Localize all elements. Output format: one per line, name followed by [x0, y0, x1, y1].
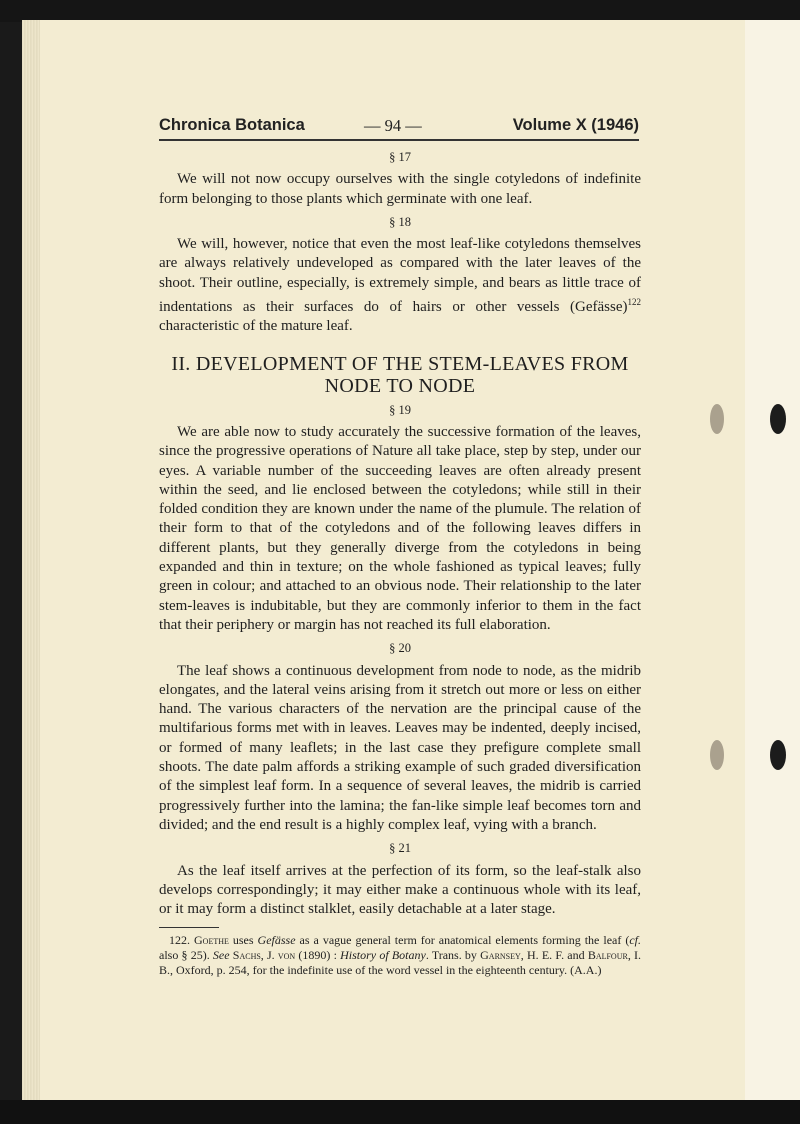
term: Gefässe — [257, 933, 296, 948]
footnote-text: also § 25). — [159, 948, 213, 963]
section-marker: § 17 — [389, 150, 411, 164]
paragraph: We will not now occupy ourselves with the single cotyledons of indefinite form belonging to those plants which germinate with one leaf. — [159, 171, 641, 207]
author-particle: von — [277, 948, 296, 963]
footnote-text: , J. — [260, 948, 278, 963]
binding-hole — [770, 404, 786, 434]
footnote-text: uses — [228, 933, 258, 948]
page-stack-edge — [22, 20, 40, 1100]
paragraph: As the leaf itself arrives at the perfection of its form, so the leaf-stalk also develops correspondingly; it may either make a continuous whole with its leaf, or it may form a distinct stalklet, easily detachable at a later stage. — [159, 862, 641, 918]
footnote-text: as a vague general term for anatomical elements forming the leaf ( — [295, 933, 630, 948]
section-marker: § 21 — [389, 841, 411, 856]
author-name: Goethe — [194, 933, 229, 948]
abbrev: cf. — [629, 933, 641, 948]
book-title: History of Botany — [340, 948, 426, 963]
footnote-text: , I. B., Oxford, p. 254, for the indefinite use of the word vessel in the eighteenth century. (A.A.) — [159, 948, 642, 978]
footnote-number: 122. — [169, 933, 190, 948]
paragraph: We are able now to study accurately the successive formation of the leaves, since the progressive operations of Nature all take place, step by step, under our eyes. A variable number of the succeeding leaves are often already present within the seed, and lie enclosed between the cotyledons; while still in their folded condition they are known under the name of the plumule. The relation of their form to that of the cotyledons and of the following leaves differs in different plants, but they generally diverge from the cotyledons in being expanded and thin in texture; on the whole fashioned as typical leaves; fully green in colour; and attached to an obvious node. Their relationship to the later stem-leaves is indubitable, but they are commonly inferior to them in the fact that their periphery or margin has not reached its full elaboration. — [159, 423, 641, 633]
footnote-rule — [159, 927, 219, 928]
paragraph-text: We will, however, notice that even the most leaf-like cotyledons themselves are always relatively undeveloped as compared with the later leaves of the shoot. Their outline, especially, is extremely simple, and bears as little trace of indentations as their surfaces do of hairs or other vessels (Gefässe) — [159, 236, 641, 316]
footnote — [159, 933, 641, 978]
scan-top-border — [0, 0, 800, 22]
footnote-ref: 122 — [627, 297, 641, 308]
chapter-heading: II. DEVELOPMENT OF THE STEM-LEAVES FROM NODE TO NODE — [171, 352, 629, 397]
footnote-text: , H. E. F. and — [520, 948, 588, 963]
author-name: Balfour — [587, 948, 628, 963]
author-name: Sachs — [232, 948, 261, 963]
footnote-text: . Trans. by — [425, 948, 481, 963]
binding-hole — [770, 740, 786, 770]
section-marker: § 20 — [389, 641, 411, 656]
scan-bottom-border — [0, 1100, 800, 1124]
running-header — [159, 112, 639, 140]
section-marker: § 19 — [389, 402, 411, 417]
volume-label: Volume X (1946) — [512, 116, 639, 134]
binding-hole-shadow — [710, 740, 724, 770]
binding-hole-shadow — [710, 404, 724, 434]
abbrev: See — [212, 948, 230, 963]
page-number: — 94 — — [364, 116, 422, 135]
paragraph-text: characteristic of the mature leaf. — [159, 318, 353, 335]
next-page-edge — [745, 20, 800, 1100]
paragraph — [159, 235, 641, 336]
paragraph: The leaf shows a continuous development from node to node, as the midrib elongates, and the lateral veins arising from it stretch out more or less on either hand. The various characters of the nervation are the principal cause of the multifarious forms met with in leaves. Leaves may be indented, deeply incised, or formed of many leaflets; in the last case they prefigure complete small shoots. The date palm affords a striking example of such graded diversification of the simplest leaf form. In a sequence of several leaves, the midrib is carried progressively further into the lamina; the fan-like simple leaf becomes torn and divided; and the end result is a highly complex leaf, vying with a branch. — [159, 662, 641, 833]
author-name: Garnsey — [480, 948, 521, 963]
header-rule — [159, 139, 639, 141]
journal-title: Chronica Botanica — [159, 116, 305, 134]
footnote-text: (1890) : — [295, 948, 341, 963]
page-body — [159, 144, 641, 978]
section-marker: § 18 — [389, 214, 411, 229]
